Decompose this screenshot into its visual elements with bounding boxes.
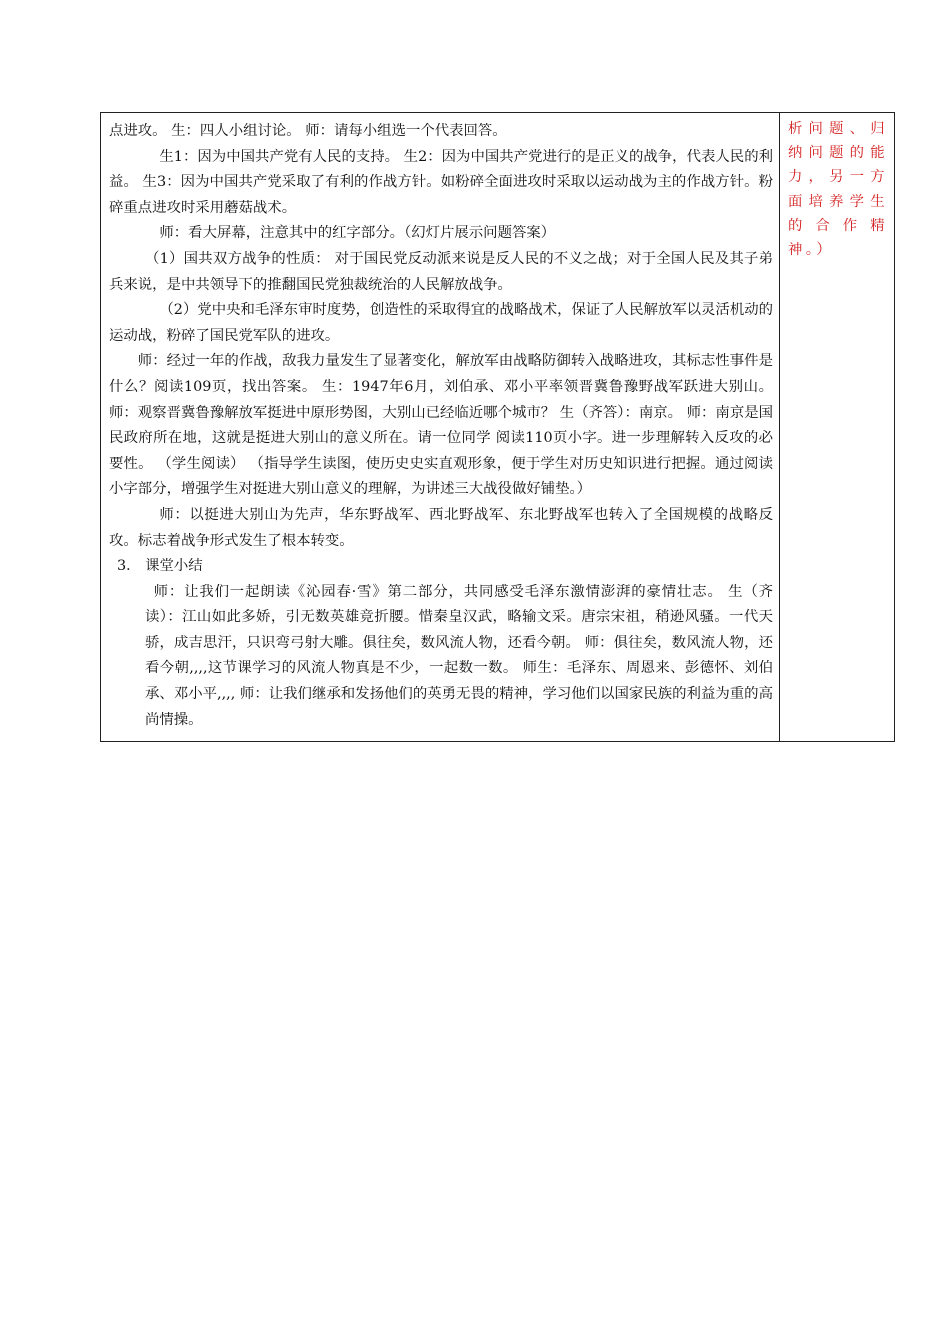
paragraph-4: （2）党中央和毛泽东审时度势，创造性的采取得宜的战略战术，保证了人民解放军以灵活机动的运动战，粉碎了国民党军队的进攻。 bbox=[109, 302, 773, 344]
lesson-plan-table bbox=[100, 112, 895, 742]
summary-block bbox=[109, 580, 773, 734]
table-row bbox=[101, 113, 895, 742]
design-intent-cell bbox=[780, 113, 895, 742]
side-note: 析问题、归纳问题的能力，另一方面培养学生的合作精神。） bbox=[788, 121, 888, 259]
paragraph-1: 生1：因为中国共产党有人民的支持。 生2：因为中国共产党进行的是正义的战争，代表人民的利益。 生3：因为中国共产党采取了有利的作战方针。如粉碎全面进攻时采取以运动战为主的作战方针。粉碎重点进攻时采用蘑菇战术。 bbox=[109, 148, 773, 216]
paragraph-6: 师：以挺进大别山为先声，华东野战军、西北野战军、东北野战军也转入了全国规模的战略反攻。标志着战争形式发生了根本转变。 bbox=[109, 506, 773, 549]
paragraph-5: 师：经过一年的作战，敌我力量发生了显著变化，解放军由战略防御转入战略进攻，其标志性事件是什么？阅读109页，找出答案。 生：1947年6月，刘伯承、邓小平率领晋冀鲁豫野战军跃进大别山。 师：观察晋冀鲁豫解放军挺进中原形势图，大别山已经临近哪个城市？ 生（齐答）：南京。 师：南京是国民政府所在地，这就是挺进大别山的意义所在。请一位同学 阅读110页小字。进一步理解转入反攻的必要性。 （学生阅读） （指导学生读图，使历史史实直观形象，便于学生对历史知识进行把握。通过阅读小字部分，增强学生对挺进大别山意义的理解，为讲述三大战役做好铺垫。） bbox=[109, 353, 773, 498]
paragraph-0: 点进攻。 生：四人小组讨论。 师：请每小组选一个代表回答。 bbox=[109, 123, 507, 139]
paragraph-3: （1）国共双方战争的性质： 对于国民党反动派来说是反人民的不义之战；对于全国人民及其子弟兵来说，是中共领导下的推翻国民党独裁统治的人民解放战争。 bbox=[109, 250, 773, 293]
paragraph-2: 师：看大屏幕，注意其中的红字部分。（幻灯片展示问题答案） bbox=[159, 225, 556, 242]
section-heading: 3． 课堂小结 bbox=[117, 558, 203, 575]
summary-paragraph: 师：让我们一起朗读《沁园春·雪》第二部分，共同感受毛泽东激情澎湃的豪情壮志。 生（齐读）：江山如此多娇，引无数英雄竞折腰。惜秦皇汉武，略输文采。唐宗宋祖，稍逊风骚。一代天骄，成吉思汗，只识弯弓射大雕。俱往矣，数风流人物，还看今朝。 师：俱往矣，数风流人物，还看今朝,,,,这节课学习的风流人物真是不少，一起数一数。 师生：毛泽东、周恩来、彭德怀、刘伯承、邓小平,,,, 师：让我们继承和发扬他们的英勇无畏的精神，学习他们以国家民族的利益为重的高尚情操。 bbox=[145, 583, 773, 728]
teaching-process-cell bbox=[101, 113, 780, 742]
